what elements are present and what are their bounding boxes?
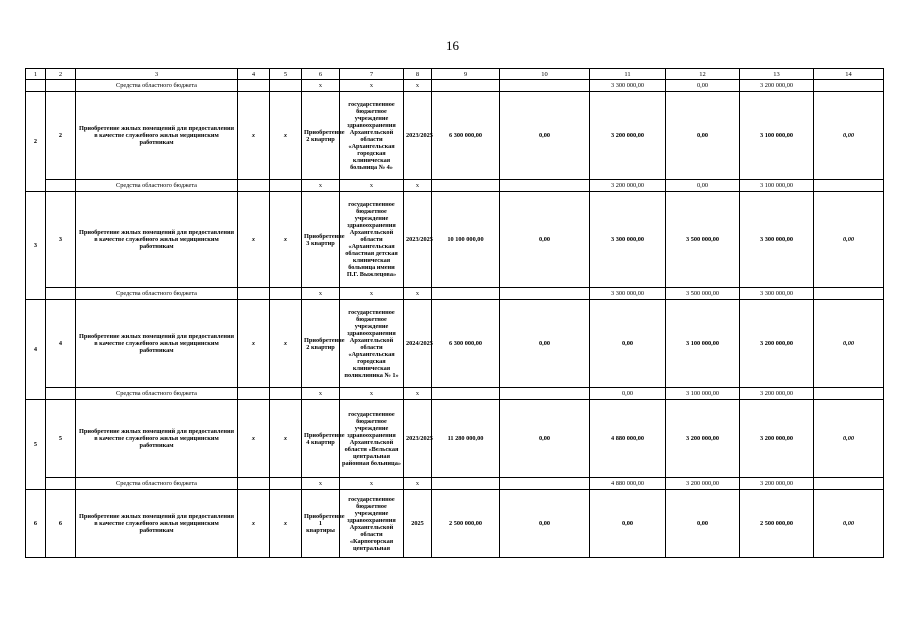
funding-source-label: Средства областного бюджета bbox=[76, 288, 238, 300]
table-body bbox=[26, 69, 884, 558]
row-number bbox=[46, 180, 76, 192]
col4-value: x bbox=[238, 400, 270, 478]
col13-amount: 3 200 000,00 bbox=[740, 478, 814, 490]
total-amount: 10 100 000,00 bbox=[432, 192, 500, 288]
row-index: 6 bbox=[26, 490, 46, 558]
header-cell: 1 bbox=[26, 69, 46, 80]
funding-source-row bbox=[26, 478, 884, 490]
col7-value: x bbox=[340, 478, 404, 490]
col13-amount: 3 100 000,00 bbox=[740, 180, 814, 192]
header-cell: 11 bbox=[590, 69, 666, 80]
col14-amount bbox=[814, 478, 884, 490]
event-name: Приобретение жилых помещений для предоставления в качестве служебного жилья медицинским работникам bbox=[76, 300, 238, 388]
total-amount: 6 300 000,00 bbox=[432, 92, 500, 180]
budget-table bbox=[25, 68, 884, 558]
col10-amount bbox=[500, 80, 590, 92]
col7-value: x bbox=[340, 288, 404, 300]
header-cell: 14 bbox=[814, 69, 884, 80]
col8-value: x bbox=[404, 478, 432, 490]
col5-value bbox=[270, 388, 302, 400]
col5-value: x bbox=[270, 300, 302, 388]
table-row bbox=[26, 300, 884, 388]
col4-value: x bbox=[238, 490, 270, 558]
row-number bbox=[46, 288, 76, 300]
funding-source-row bbox=[26, 180, 884, 192]
period: 2025 bbox=[404, 490, 432, 558]
purchase-description: Приобретение 2 квартир bbox=[302, 300, 340, 388]
col4-value bbox=[238, 388, 270, 400]
col5-value: x bbox=[270, 92, 302, 180]
header-cell: 4 bbox=[238, 69, 270, 80]
header-row bbox=[26, 69, 884, 80]
col11-amount: 3 300 000,00 bbox=[590, 80, 666, 92]
col12-amount: 0,00 bbox=[666, 92, 740, 180]
col10-amount bbox=[500, 478, 590, 490]
col6-value: x bbox=[302, 288, 340, 300]
col10-amount: 0,00 bbox=[500, 400, 590, 478]
purchase-description: Приобретение 4 квартир bbox=[302, 400, 340, 478]
col11-amount: 3 300 000,00 bbox=[590, 192, 666, 288]
col4-value: x bbox=[238, 300, 270, 388]
row-number bbox=[46, 80, 76, 92]
event-name: Приобретение жилых помещений для предоставления в качестве служебного жилья медицинским работникам bbox=[76, 400, 238, 478]
col12-amount: 3 200 000,00 bbox=[666, 400, 740, 478]
row-number: 2 bbox=[46, 92, 76, 180]
col9-amount bbox=[432, 478, 500, 490]
col12-amount: 3 500 000,00 bbox=[666, 192, 740, 288]
header-cell: 7 bbox=[340, 69, 404, 80]
col9-amount bbox=[432, 288, 500, 300]
row-number: 3 bbox=[46, 192, 76, 288]
total-amount: 11 280 000,00 bbox=[432, 400, 500, 478]
table-row bbox=[26, 192, 884, 288]
col13-amount: 3 300 000,00 bbox=[740, 192, 814, 288]
header-cell: 12 bbox=[666, 69, 740, 80]
row-number bbox=[46, 478, 76, 490]
period: 2023/2025 bbox=[404, 92, 432, 180]
col13-amount: 3 200 000,00 bbox=[740, 300, 814, 388]
institution-name: государственное бюджетное учреждение здравоохранения Архангельской области «Карпогорская центральная bbox=[340, 490, 404, 558]
row-number: 4 bbox=[46, 300, 76, 388]
table-row bbox=[26, 490, 884, 558]
row-number: 6 bbox=[46, 490, 76, 558]
col5-value bbox=[270, 180, 302, 192]
col4-value bbox=[238, 288, 270, 300]
funding-source-row bbox=[26, 388, 884, 400]
col5-value bbox=[270, 288, 302, 300]
col13-amount: 3 300 000,00 bbox=[740, 288, 814, 300]
col13-amount: 3 200 000,00 bbox=[740, 80, 814, 92]
col14-amount: 0,00 bbox=[814, 400, 884, 478]
col4-value: x bbox=[238, 92, 270, 180]
header-cell: 6 bbox=[302, 69, 340, 80]
page-number: 16 bbox=[446, 38, 459, 53]
col13-amount: 3 100 000,00 bbox=[740, 92, 814, 180]
col11-amount: 0,00 bbox=[590, 490, 666, 558]
row-index: 2 bbox=[26, 92, 46, 192]
col11-amount: 4 880 000,00 bbox=[590, 400, 666, 478]
purchase-description: Приобретение 1 квартиры bbox=[302, 490, 340, 558]
header-cell: 9 bbox=[432, 69, 500, 80]
col11-amount: 4 880 000,00 bbox=[590, 478, 666, 490]
col7-value: x bbox=[340, 180, 404, 192]
col11-amount: 3 200 000,00 bbox=[590, 92, 666, 180]
col5-value: x bbox=[270, 490, 302, 558]
col8-value: x bbox=[404, 180, 432, 192]
col10-amount bbox=[500, 388, 590, 400]
col12-amount: 3 100 000,00 bbox=[666, 300, 740, 388]
col12-amount: 3 500 000,00 bbox=[666, 288, 740, 300]
col10-amount bbox=[500, 288, 590, 300]
col5-value: x bbox=[270, 400, 302, 478]
col6-value: x bbox=[302, 478, 340, 490]
table-row bbox=[26, 400, 884, 478]
period: 2023/2025 bbox=[404, 192, 432, 288]
col6-value: x bbox=[302, 80, 340, 92]
col12-amount: 0,00 bbox=[666, 80, 740, 92]
funding-source-label: Средства областного бюджета bbox=[76, 478, 238, 490]
col8-value: x bbox=[404, 288, 432, 300]
row-number: 5 bbox=[46, 400, 76, 478]
institution-name: государственное бюджетное учреждение здравоохранения Архангельской области «Архангельская городская клиническая поликлиника № 1» bbox=[340, 300, 404, 388]
col14-amount: 0,00 bbox=[814, 192, 884, 288]
header-cell: 3 bbox=[76, 69, 238, 80]
header-cell: 8 bbox=[404, 69, 432, 80]
period: 2024/2025 bbox=[404, 300, 432, 388]
header-cell: 5 bbox=[270, 69, 302, 80]
event-name: Приобретение жилых помещений для предоставления в качестве служебного жилья медицинским работникам bbox=[76, 192, 238, 288]
funding-source-row bbox=[26, 80, 884, 92]
col14-amount bbox=[814, 288, 884, 300]
col6-value: x bbox=[302, 388, 340, 400]
institution-name: государственное бюджетное учреждение здравоохранения Архангельской области «Вельская центральная районная больница» bbox=[340, 400, 404, 478]
col5-value bbox=[270, 478, 302, 490]
col11-amount: 3 300 000,00 bbox=[590, 288, 666, 300]
col12-amount: 0,00 bbox=[666, 490, 740, 558]
col4-value bbox=[238, 478, 270, 490]
row-index bbox=[26, 80, 46, 92]
col6-value: x bbox=[302, 180, 340, 192]
funding-source-label: Средства областного бюджета bbox=[76, 180, 238, 192]
col5-value: x bbox=[270, 192, 302, 288]
total-amount: 2 500 000,00 bbox=[432, 490, 500, 558]
header-cell: 10 bbox=[500, 69, 590, 80]
col14-amount bbox=[814, 80, 884, 92]
header-cell: 13 bbox=[740, 69, 814, 80]
col12-amount: 3 100 000,00 bbox=[666, 388, 740, 400]
col14-amount bbox=[814, 180, 884, 192]
col11-amount: 0,00 bbox=[590, 388, 666, 400]
col11-amount: 3 200 000,00 bbox=[590, 180, 666, 192]
col9-amount bbox=[432, 180, 500, 192]
col10-amount bbox=[500, 180, 590, 192]
event-name: Приобретение жилых помещений для предоставления в качестве служебного жилья медицинским работникам bbox=[76, 92, 238, 180]
col13-amount: 3 200 000,00 bbox=[740, 400, 814, 478]
col14-amount bbox=[814, 388, 884, 400]
row-index: 3 bbox=[26, 192, 46, 300]
col10-amount: 0,00 bbox=[500, 490, 590, 558]
period: 2023/2025 bbox=[404, 400, 432, 478]
col13-amount: 2 500 000,00 bbox=[740, 490, 814, 558]
col14-amount: 0,00 bbox=[814, 300, 884, 388]
col9-amount bbox=[432, 388, 500, 400]
col12-amount: 0,00 bbox=[666, 180, 740, 192]
col11-amount: 0,00 bbox=[590, 300, 666, 388]
col4-value bbox=[238, 80, 270, 92]
col13-amount: 3 200 000,00 bbox=[740, 388, 814, 400]
row-number bbox=[46, 388, 76, 400]
col4-value: x bbox=[238, 192, 270, 288]
row-index: 4 bbox=[26, 300, 46, 400]
col4-value bbox=[238, 180, 270, 192]
col7-value: x bbox=[340, 388, 404, 400]
institution-name: государственное бюджетное учреждение здравоохранения Архангельской области «Архангельская городская клиническая больница № 4» bbox=[340, 92, 404, 180]
table-row bbox=[26, 92, 884, 180]
purchase-description: Приобретение 3 квартир bbox=[302, 192, 340, 288]
total-amount: 6 300 000,00 bbox=[432, 300, 500, 388]
col14-amount: 0,00 bbox=[814, 490, 884, 558]
funding-source-label: Средства областного бюджета bbox=[76, 388, 238, 400]
col5-value bbox=[270, 80, 302, 92]
col8-value: x bbox=[404, 388, 432, 400]
col10-amount: 0,00 bbox=[500, 300, 590, 388]
purchase-description: Приобретение 2 квартир bbox=[302, 92, 340, 180]
institution-name: государственное бюджетное учреждение здравоохранения Архангельской области «Архангельская областная детская клиническая больница имени П.Г. Выжлецова» bbox=[340, 192, 404, 288]
funding-source-row bbox=[26, 288, 884, 300]
header-cell: 2 bbox=[46, 69, 76, 80]
col8-value: x bbox=[404, 80, 432, 92]
event-name: Приобретение жилых помещений для предоставления в качестве служебного жилья медицинским работникам bbox=[76, 490, 238, 558]
col14-amount: 0,00 bbox=[814, 92, 884, 180]
col9-amount bbox=[432, 80, 500, 92]
col7-value: x bbox=[340, 80, 404, 92]
row-index: 5 bbox=[26, 400, 46, 490]
col12-amount: 3 200 000,00 bbox=[666, 478, 740, 490]
funding-source-label: Средства областного бюджета bbox=[76, 80, 238, 92]
col10-amount: 0,00 bbox=[500, 92, 590, 180]
col10-amount: 0,00 bbox=[500, 192, 590, 288]
